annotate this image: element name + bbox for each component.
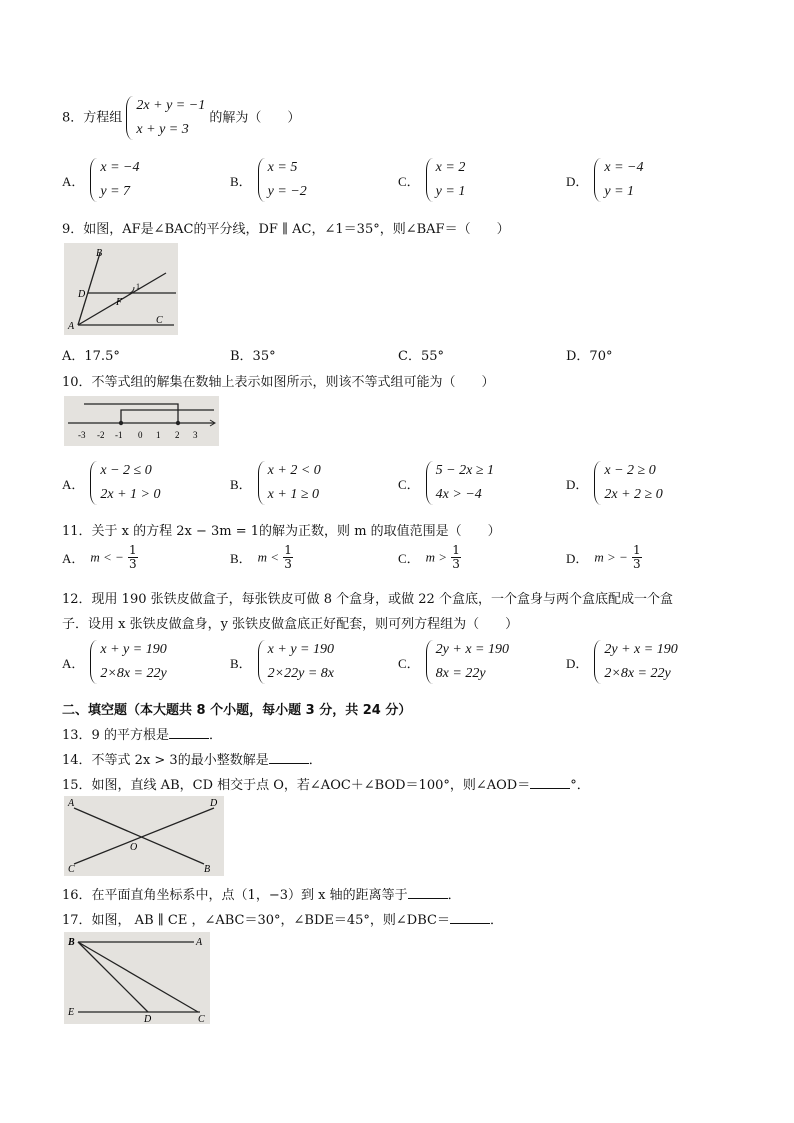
section-2-heading: 二、填空题（本大题共 8 个小题，每小题 3 分，共 24 分） bbox=[62, 703, 412, 718]
q9-label-a: A bbox=[68, 321, 75, 332]
question-14: 14．不等式 2x > 3的最小整数解是 ． bbox=[62, 753, 322, 768]
q17-answer-blank[interactable] bbox=[450, 911, 490, 924]
q17-diagram bbox=[64, 932, 210, 1024]
question-13: 13．9 的平方根是 ． bbox=[62, 728, 222, 743]
q17-figure bbox=[64, 932, 210, 1024]
question-15: 15．如图，直线 AB，CD 相交于点 O，若∠AOC＋∠BOD＝100°，则∠AOD＝ °． bbox=[62, 778, 590, 793]
q9-label-f: F bbox=[116, 297, 123, 308]
q10-number-line bbox=[64, 396, 219, 446]
q10-tick-2: 2 bbox=[175, 430, 180, 440]
q8-eq2: x + y = 3 bbox=[136, 122, 189, 137]
q15-label-o: O bbox=[130, 842, 138, 853]
q17-label-c: C bbox=[198, 1014, 205, 1024]
q8-system bbox=[126, 94, 205, 142]
q15-figure bbox=[64, 796, 224, 876]
q17-label-b: B bbox=[68, 937, 75, 948]
q9-label-d: D bbox=[78, 289, 86, 300]
question-16: 16．在平面直角坐标系中，点（1，−3）到 x 轴的距离等于 ． bbox=[62, 888, 461, 903]
q11-option-c: C． m > $\frac{1}{3}$ bbox=[398, 543, 460, 571]
question-12-line-1: 12．现用 190 张铁皮做盒子，每张铁皮可做 8 个盒身，或做 22 个盒底，一个盒身与两个盒底配成一个盒 bbox=[62, 592, 673, 607]
q10-option-a: A． x − 2 ≤ 0 2x + 1 > 0 bbox=[62, 459, 161, 507]
q15-diagram bbox=[64, 796, 224, 876]
q11-option-d: D． m > − $\frac{1}{3}$ bbox=[566, 543, 641, 571]
q10-tick-m2: -2 bbox=[97, 430, 105, 440]
q15-label-b: B bbox=[204, 864, 211, 875]
q8-prefix: 8．方程组 bbox=[62, 110, 123, 126]
q10-tick-3: 3 bbox=[193, 430, 198, 440]
q12-option-d: D． 2y + x = 190 2×8x = 22y bbox=[566, 638, 678, 686]
question-8 bbox=[62, 94, 300, 142]
q9-figure bbox=[64, 243, 178, 335]
q9-option-d: D．70° bbox=[566, 349, 613, 364]
q10-option-d: D． x − 2 ≥ 0 2x + 2 ≥ 0 bbox=[566, 459, 663, 507]
q15-label-c: C bbox=[68, 864, 75, 875]
q10-diagram bbox=[64, 396, 219, 446]
q11-option-a: A． m < − $\frac{1}{3}$ bbox=[62, 543, 137, 571]
q9-option-a: A．17.5° bbox=[62, 349, 120, 364]
q12-option-b: B． x + y = 190 2×22y = 8x bbox=[230, 638, 334, 686]
q15-label-a: A bbox=[68, 798, 75, 809]
q8-option-b: B． x = 5 y = −2 bbox=[230, 156, 307, 204]
q10-option-b: B． x + 2 < 0 x + 1 ≥ 0 bbox=[230, 459, 321, 507]
q16-answer-blank[interactable] bbox=[408, 886, 448, 899]
q14-answer-blank[interactable] bbox=[269, 751, 309, 764]
q10-tick-0: 0 bbox=[138, 430, 143, 440]
q17-label-d: D bbox=[144, 1014, 152, 1024]
q10-tick-m3: -3 bbox=[78, 430, 86, 440]
q12-option-c: C． 2y + x = 190 8x = 22y bbox=[398, 638, 509, 686]
q8-eq1: 2x + y = −1 bbox=[136, 98, 206, 113]
q9-option-c: C．55° bbox=[398, 349, 444, 364]
q9-option-b: B．35° bbox=[230, 349, 276, 364]
q12-option-a: A． x + y = 190 2×8x = 22y bbox=[62, 638, 167, 686]
question-11: 11．关于 x 的方程 2x − 3m = 1的解为正数，则 m 的取值范围是（ ） bbox=[62, 524, 501, 539]
question-9: 9．如图，AF是∠BAC的平分线，DF ∥ AC，∠1＝35°，则∠BAF＝（ ） bbox=[62, 222, 510, 237]
q8-option-c: C． x = 2 y = 1 bbox=[398, 156, 465, 204]
q9-label-b: B bbox=[96, 248, 103, 259]
q8-option-d: D． x = −4 y = 1 bbox=[566, 156, 644, 204]
q17-label-a: A bbox=[196, 937, 203, 948]
q15-label-d: D bbox=[210, 798, 218, 809]
question-10: 10．不等式组的解集在数轴上表示如图所示，则该不等式组可能为（ ） bbox=[62, 375, 495, 390]
q9-diagram bbox=[64, 243, 178, 335]
q11-option-b: B． m < $\frac{1}{3}$ bbox=[230, 543, 292, 571]
q9-label-1: 1 bbox=[136, 282, 140, 291]
q10-option-c: C． 5 − 2x ≥ 1 4x > −4 bbox=[398, 459, 494, 507]
q10-tick-m1: -1 bbox=[115, 430, 123, 440]
q8-option-a: A． x = −4 y = 7 bbox=[62, 156, 140, 204]
q9-label-c: C bbox=[156, 315, 163, 326]
question-12-line-2: 子．设用 x 张铁皮做盒身，y 张铁皮做盒底正好配套，则可列方程组为（ ） bbox=[62, 617, 519, 632]
question-17: 17．如图， AB ∥ CE ，∠ABC＝30°，∠BDE＝45°，则∠DBC＝ ． bbox=[62, 913, 503, 928]
q8-suffix: 的解为（ ） bbox=[209, 110, 301, 126]
q13-answer-blank[interactable] bbox=[169, 726, 209, 739]
q10-tick-1: 1 bbox=[156, 430, 161, 440]
q17-label-e: E bbox=[68, 1007, 75, 1018]
q15-answer-blank[interactable] bbox=[530, 776, 570, 789]
